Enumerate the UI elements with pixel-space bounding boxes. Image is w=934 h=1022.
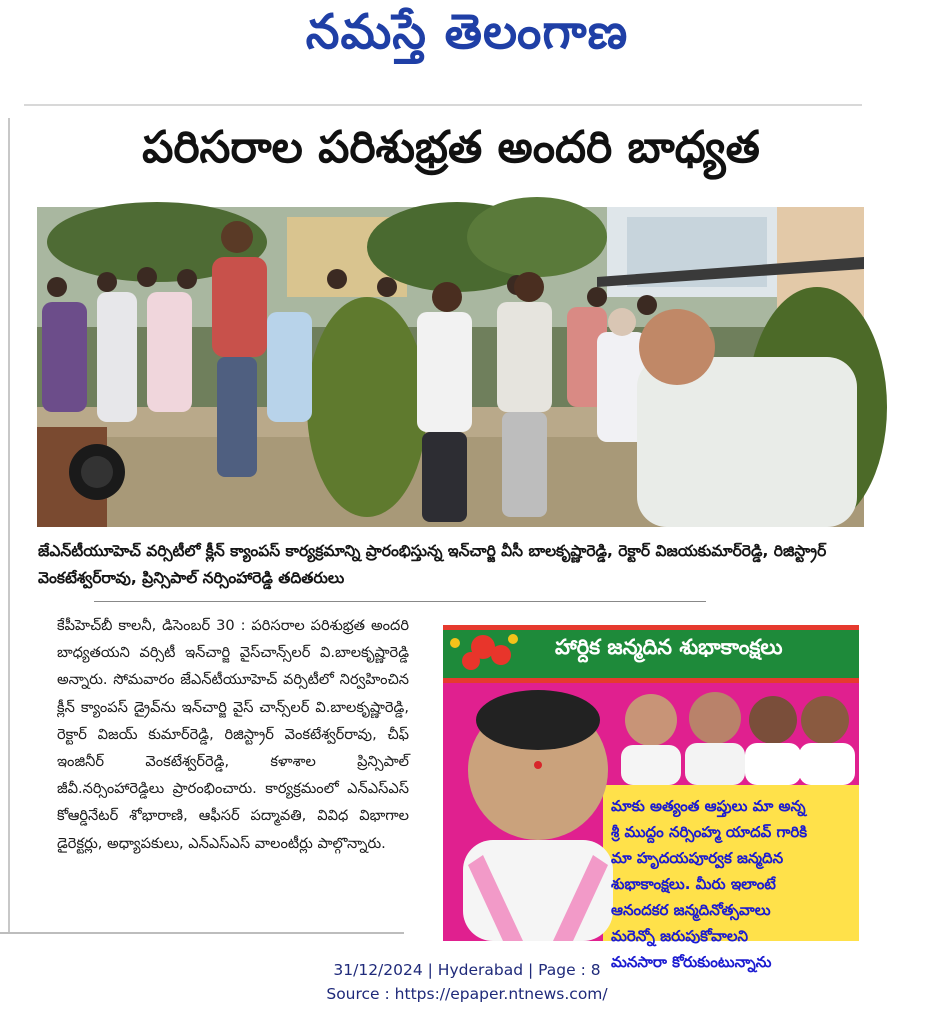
ad-message-line: మనసారా కోరుకుంటున్నాను — [611, 953, 772, 971]
footer-date-edition: 31/12/2024 | Hyderabad | Page : 8 — [333, 961, 601, 979]
masthead — [0, 0, 934, 78]
masthead-title: నమస్తే తెలంగాణ — [305, 4, 629, 60]
ad-banner-text: హార్దిక జన్మదిన శుభాకాంక్షలు — [555, 635, 783, 659]
ad-message-line: మాకు అత్యంత ఆప్తులు మా అన్న — [611, 797, 806, 815]
article-body: కేపీహెచ్‌బీ కాలనీ, డిసెంబర్ 30 : పరిసరాల పరిశుభ్రత అందరి బాధ్యతయని వర్సిటీ ఇన్‌చార్జి వైస్‌చాన్స్‌లర్ వి.బాలకృష్ణారెడ్డి అన్నారు. సోమవారం జేఎన్‌టీయూహెచ్ వర్సిటీలో నిర్వహించిన క్లీన్ క్యాంపస్ డ్రైవ్‌ను ఇన్‌చార్జి వైస్ చాన్స్‌లర్ వి.బాలకృష్ణారెడ్డి, రెక్టార్ విజయ్ కుమార్‌రెడ్డి, రిజిస్ట్రార్ వెంకటేశ్వర్‌రావు, చీఫ్ ఇంజినీర్ వెంకటేశ్వర్‌రెడ్డి, కళాశాల ప్రిన్సిపాల్ జీవీ.నర్సింహారెడ్డిలు ప్రారంభించారు. కార్యక్రమంలో ఎన్‌ఎస్‌ఎస్ కోఆర్డినేటర్ శోభారాణి, ఆఫీసర్ పద్మావతి, వివిధ విభాగాల డైరెక్టర్లు, అధ్యాపకులు, ఎన్‌ఎస్‌ఎస్ వాలంటీర్లు పాల్గొన్నారు. — [57, 617, 409, 852]
ad-message-line: మా హృదయపూర్వక జన్మదిన — [611, 849, 784, 867]
clipping-left-rule — [8, 118, 10, 934]
photo-caption: జేఎన్‌టీయూహెచ్ వర్సిటీలో క్లీన్ క్యాంపస్ కార్యక్రమాన్ని ప్రారంభిస్తున్న ఇన్‌చార్జి వీసీ బాలకృష్ణారెడ్డి, రెక్టార్ విజయకుమార్‌రెడ్డి, రిజిస్ట్రార్ వెంకటేశ్వర్‌రావు, ప్రిన్సిపాల్ నర్సింహారెడ్డి తదితరులు — [38, 542, 827, 587]
footer — [0, 958, 934, 1006]
clipping-top-rule — [24, 104, 862, 106]
ad-message-line: ఆనందకర జన్మదినోత్సవాలు — [611, 901, 771, 919]
ad-message — [611, 793, 851, 975]
ad-message-line: శ్రీ ముద్దం నర్సింహ్మ యాదవ్ గారికి — [611, 823, 808, 841]
article-headline: పరిసరాల పరిశుభ్రత అందరి బాధ్యత — [142, 122, 760, 173]
ad-message-line: మరెన్నో జరుపుకోవాలని — [611, 927, 749, 945]
birthday-advertisement — [443, 625, 859, 971]
caption-divider — [94, 601, 706, 602]
news-photo — [37, 207, 864, 527]
cleanup-photo-illustration — [37, 207, 864, 527]
ad-message-line: శుభాకాంక్షలు. మీరు ఇలాంటే — [611, 875, 776, 893]
clipping-bottom-rule — [0, 932, 404, 934]
footer-source[interactable]: Source : https://epaper.ntnews.com/ — [326, 985, 608, 1003]
